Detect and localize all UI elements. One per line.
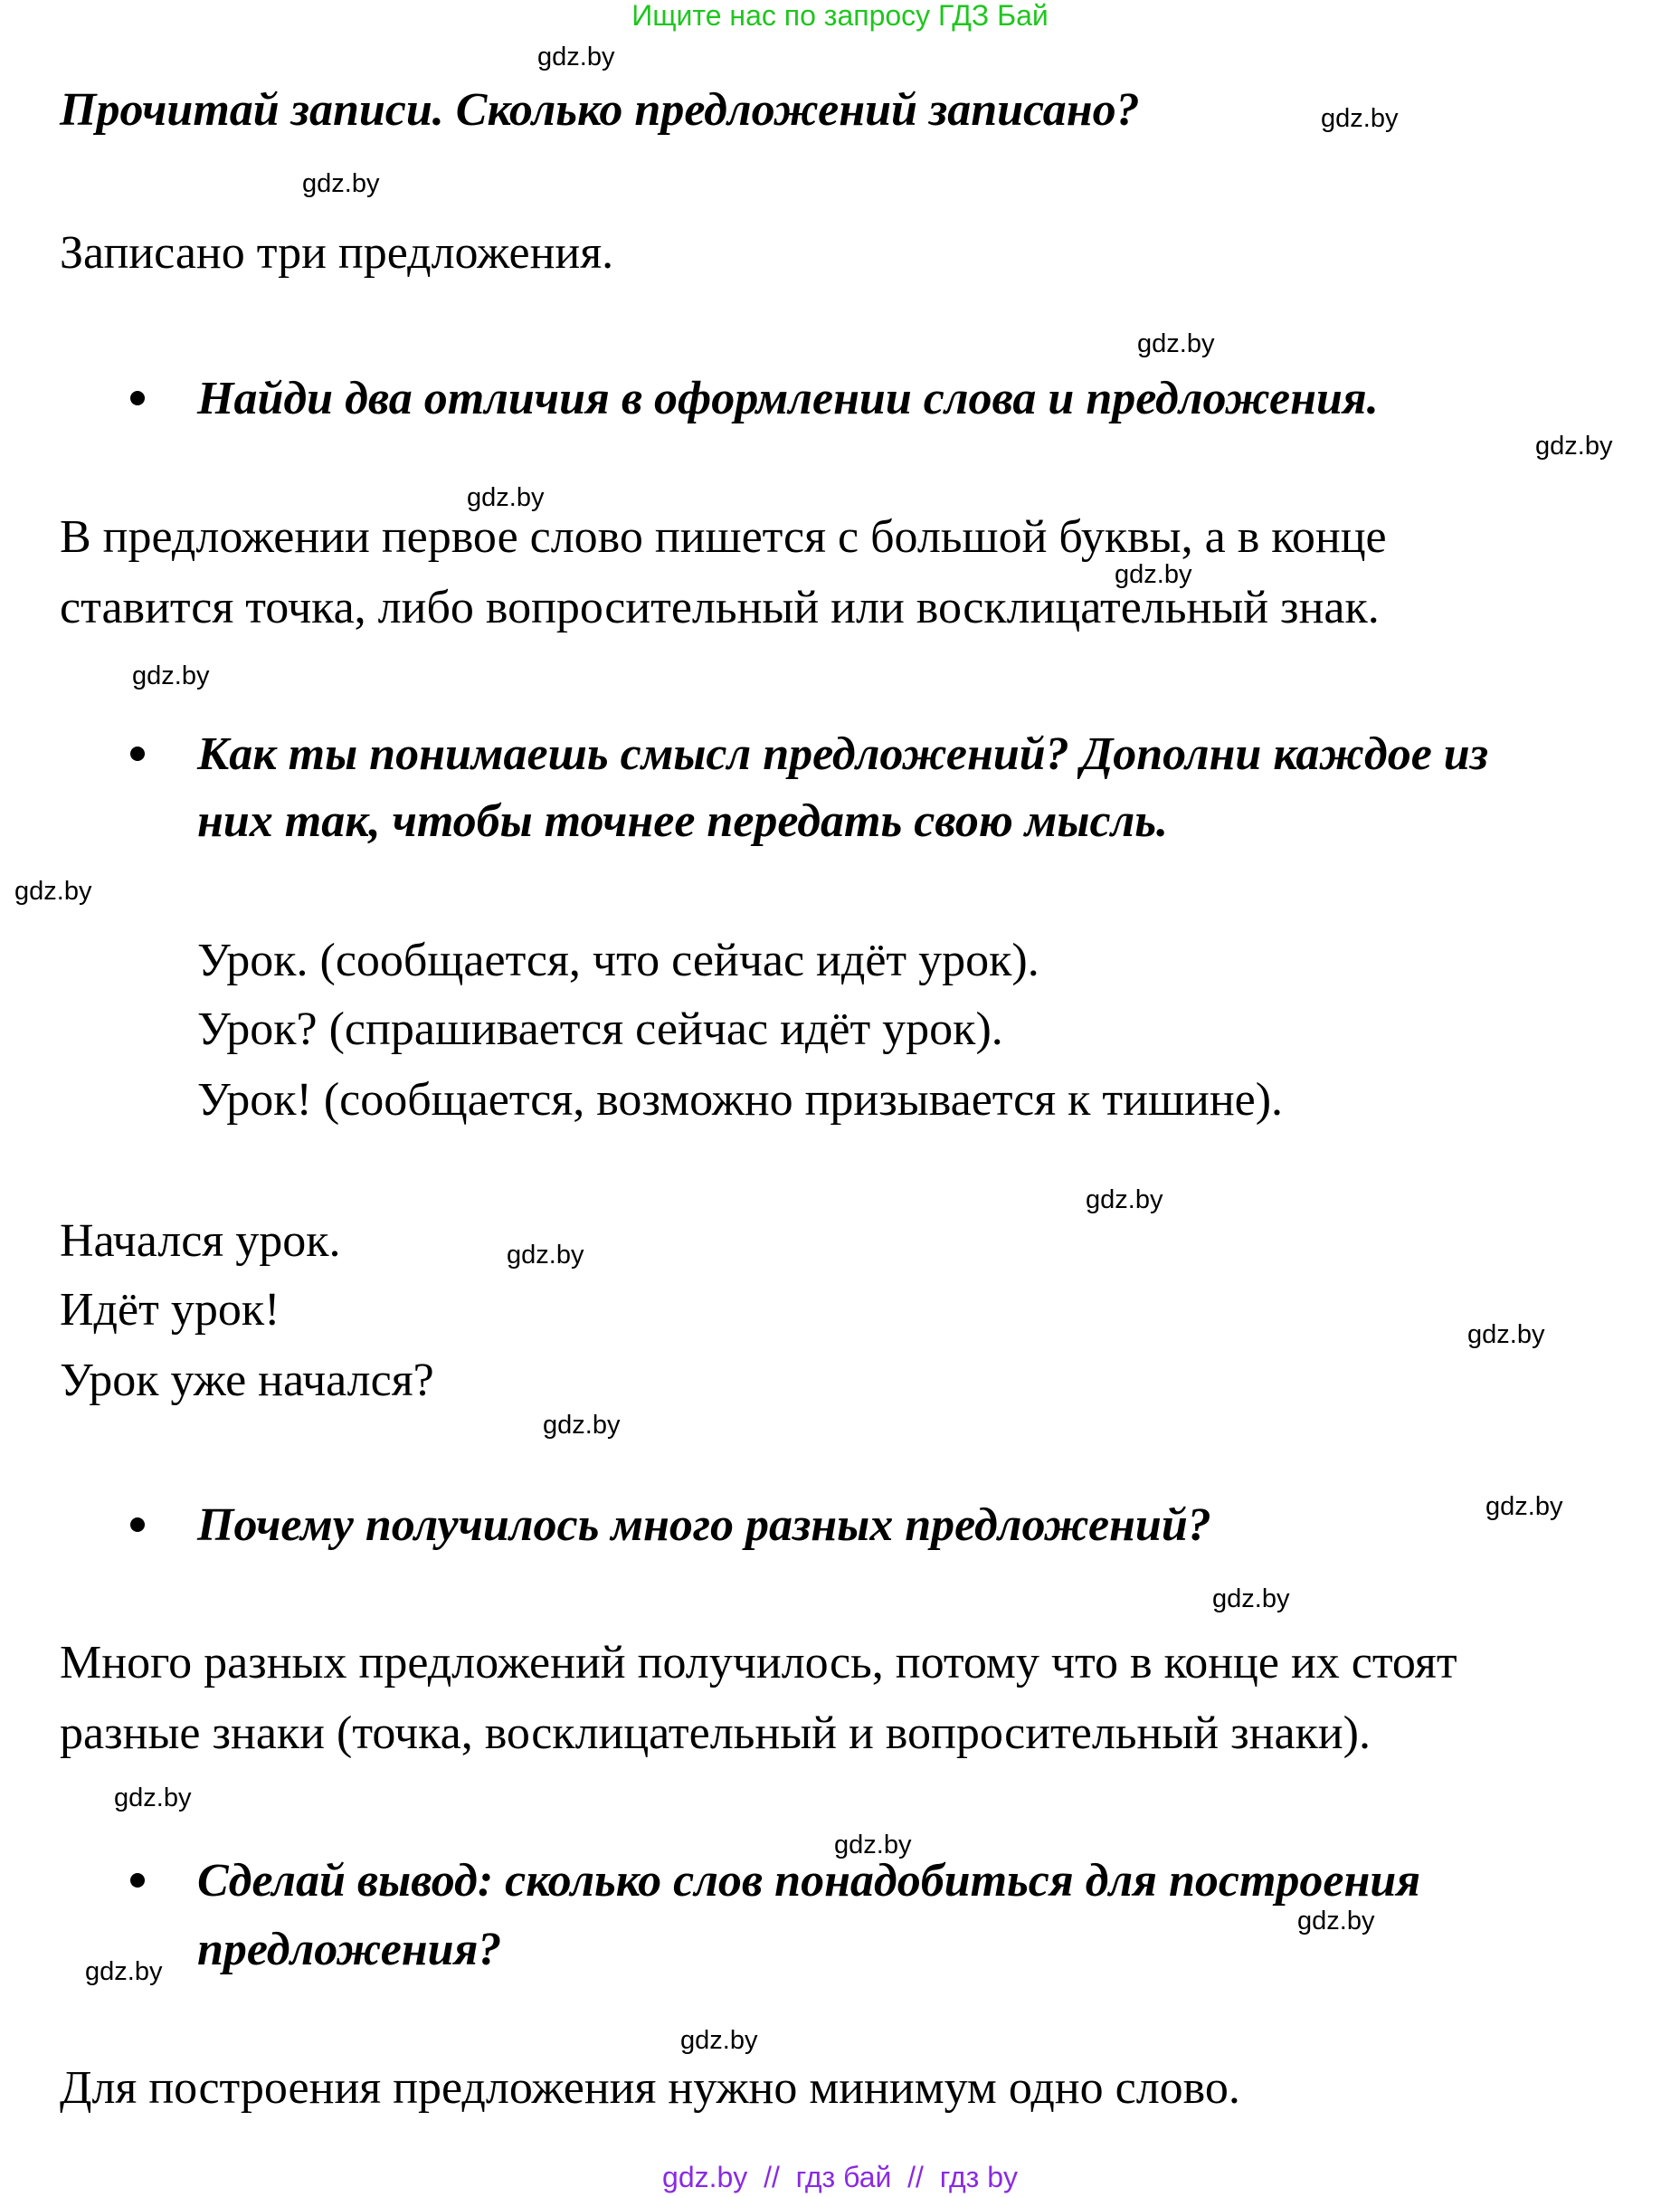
- footer-links: gdz.by // гдз бай // гдз by: [662, 2161, 1018, 2193]
- bullet-icon: [130, 1873, 145, 1888]
- top-banner: Ищите нас по запросу ГДЗ Бай: [631, 0, 1049, 32]
- question-4: Почему получилось много разных предложений?: [197, 1499, 1211, 1551]
- watermark: gdz.by: [1321, 104, 1399, 133]
- watermark: gdz.by: [1212, 1584, 1290, 1613]
- watermark: gdz.by: [1297, 1907, 1375, 1935]
- example-sentence-3: Урок уже начался?: [60, 1355, 434, 1406]
- watermark: gdz.by: [1086, 1185, 1163, 1214]
- example-sentence-2: Идёт урок!: [60, 1284, 280, 1336]
- watermark: gdz.by: [1485, 1492, 1563, 1521]
- answer-3-line-3: Урок! (сообщается, возможно призывается к тишине).: [197, 1074, 1284, 1126]
- watermark: gdz.by: [302, 169, 380, 198]
- answer-2-line-2: ставится точка, либо вопросительный или восклицательный знак.: [60, 582, 1380, 633]
- answer-1: Записано три предложения.: [60, 227, 614, 279]
- example-sentence-1: Начался урок.: [60, 1215, 341, 1267]
- watermark: gdz.by: [1115, 560, 1192, 589]
- question-3-line-1: Как ты понимаешь смысл предложений? Дополни каждое из: [197, 728, 1488, 780]
- answer-3-line-1: Урок. (сообщается, что сейчас идёт урок).: [197, 935, 1039, 986]
- bullet-icon: [130, 1517, 145, 1532]
- bullet-icon: [130, 747, 145, 761]
- watermark: gdz.by: [1137, 329, 1215, 358]
- watermark: gdz.by: [14, 877, 92, 906]
- answer-4-line-1: Много разных предложений получилось, потому что в конце их стоят: [60, 1637, 1457, 1688]
- watermark: gdz.by: [1467, 1320, 1545, 1349]
- question-2: Найди два отличия в оформлении слова и предложения.: [197, 373, 1379, 424]
- answer-3-line-2: Урок? (спрашивается сейчас идёт урок).: [197, 1003, 1003, 1055]
- watermark: gdz.by: [537, 43, 615, 71]
- watermark: gdz.by: [834, 1831, 912, 1859]
- watermark: gdz.by: [132, 661, 210, 690]
- watermark: gdz.by: [114, 1783, 192, 1812]
- question-1: Прочитай записи. Сколько предложений записано?: [60, 84, 1140, 136]
- answer-2-line-1: В предложении первое слово пишется с большой буквы, а в конце: [60, 511, 1387, 563]
- question-5-line-1: Сделай вывод: сколько слов понадобиться для построения: [197, 1855, 1421, 1907]
- question-5-line-2: предложения?: [197, 1924, 502, 1975]
- watermark: gdz.by: [507, 1241, 584, 1270]
- watermark: gdz.by: [543, 1411, 621, 1440]
- watermark: gdz.by: [85, 1957, 163, 1986]
- answer-4-line-2: разные знаки (точка, восклицательный и вопросительный знаки).: [60, 1707, 1371, 1759]
- watermark: gdz.by: [680, 2026, 758, 2055]
- question-3-line-2: них так, чтобы точнее передать свою мысль.: [197, 795, 1169, 847]
- bullet-icon: [130, 391, 145, 405]
- watermark: gdz.by: [467, 483, 545, 512]
- answer-5: Для построения предложения нужно минимум одно слово.: [60, 2062, 1240, 2114]
- watermark: gdz.by: [1535, 432, 1613, 461]
